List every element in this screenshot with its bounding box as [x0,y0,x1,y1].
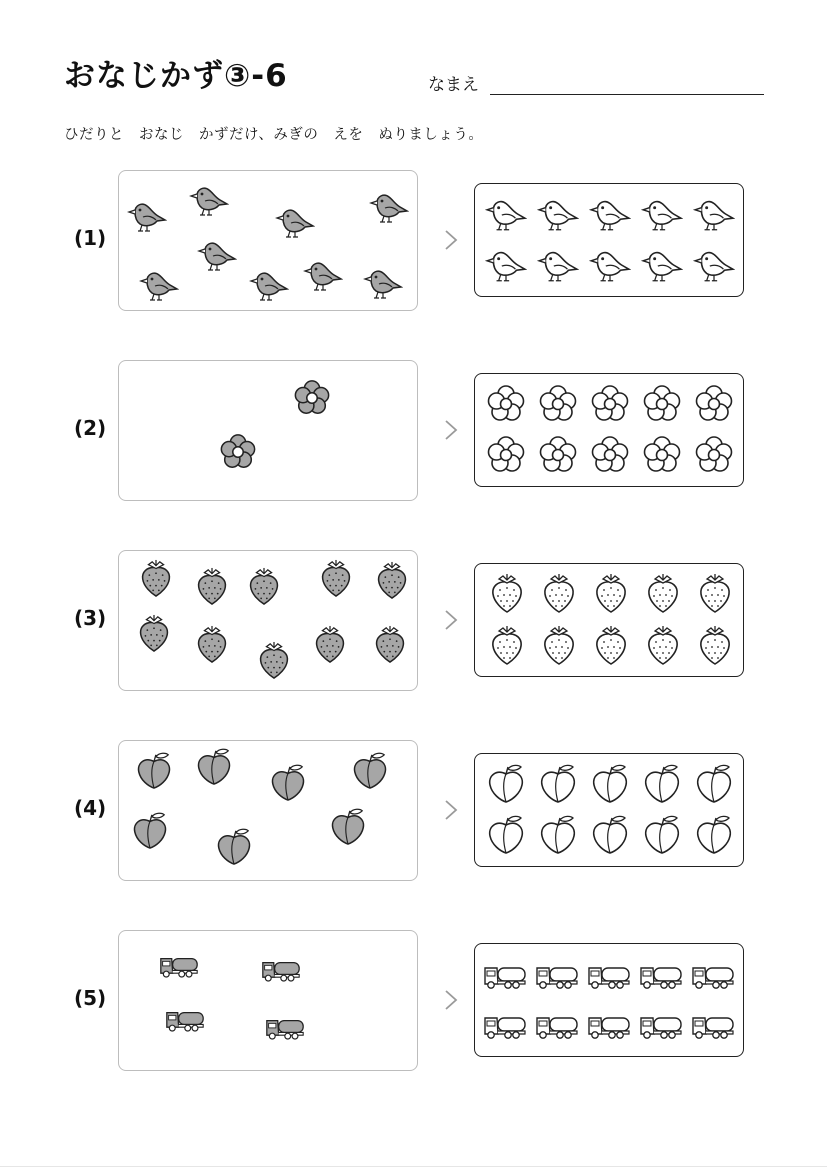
truck-icon [165,1005,205,1033]
chevron-right-icon [440,227,462,253]
strawberry-icon[interactable] [487,572,527,614]
strawberry-icon[interactable] [643,572,683,614]
exercise-row-4 [0,740,827,885]
flower-icon[interactable] [538,384,578,424]
strawberry-icon[interactable] [591,624,631,666]
strawberry-icon [137,559,175,597]
bird-icon[interactable] [537,244,579,286]
flower-icon [293,379,331,417]
strawberry-icon [311,625,349,663]
right-picture-box [474,563,744,677]
flower-icon[interactable] [642,384,682,424]
name-input-line[interactable] [490,94,764,95]
flower-icon[interactable] [590,384,630,424]
strawberry-icon[interactable] [539,572,579,614]
exercise-number: (3) [74,606,107,630]
truck-icon[interactable] [587,960,631,990]
strawberry-icon [193,625,231,663]
flower-icon[interactable] [486,384,526,424]
bird-icon [197,235,237,275]
right-picture-box [474,753,744,867]
peach-icon[interactable] [538,814,578,854]
peach-icon[interactable] [590,763,630,803]
strawberry-icon [245,567,283,605]
exercise-number: (4) [74,796,107,820]
strawberry-icon [373,561,411,599]
peach-icon[interactable] [694,763,734,803]
truck-icon [261,955,301,983]
right-picture-box [474,183,744,297]
chevron-right-icon [440,417,462,443]
exercise-row-3 [0,550,827,695]
chevron-right-icon [440,607,462,633]
bird-icon[interactable] [589,244,631,286]
flower-icon[interactable] [590,435,630,475]
name-label: なまえ [428,75,479,95]
bird-icon [139,265,179,305]
strawberry-icon [371,625,409,663]
flower-icon[interactable] [642,435,682,475]
strawberry-icon [135,614,173,652]
exercise-number: (5) [74,986,107,1010]
exercise-row-2 [0,360,827,505]
bird-icon[interactable] [589,193,631,235]
strawberry-icon[interactable] [695,572,735,614]
peach-icon[interactable] [590,814,630,854]
bird-icon [363,263,403,303]
peach-icon [131,811,169,849]
chevron-right-icon [440,797,462,823]
peach-icon [195,747,233,785]
truck-icon[interactable] [483,960,527,990]
peach-icon [269,763,307,801]
peach-icon[interactable] [642,814,682,854]
exercise-row-1 [0,170,827,315]
truck-icon[interactable] [587,1010,631,1040]
bird-icon[interactable] [693,244,735,286]
truck-icon [265,1013,305,1041]
strawberry-icon[interactable] [695,624,735,666]
chevron-right-icon [440,987,462,1013]
peach-icon [329,807,367,845]
peach-icon[interactable] [486,763,526,803]
exercise-number: (1) [74,226,107,250]
strawberry-icon [317,559,355,597]
strawberry-icon [193,567,231,605]
bird-icon [189,180,229,220]
bird-icon[interactable] [693,193,735,235]
exercise-number: (2) [74,416,107,440]
flower-icon[interactable] [694,384,734,424]
strawberry-icon[interactable] [487,624,527,666]
bird-icon[interactable] [537,193,579,235]
left-picture-box [118,930,418,1071]
page-title: おなじかず③-6 [64,58,288,94]
bird-icon[interactable] [485,244,527,286]
peach-icon[interactable] [538,763,578,803]
exercise-row-5 [0,930,827,1075]
flower-icon[interactable] [694,435,734,475]
peach-icon[interactable] [486,814,526,854]
bird-icon[interactable] [641,244,683,286]
page-bottom-divider [0,1166,827,1167]
right-picture-box [474,943,744,1057]
truck-icon[interactable] [535,960,579,990]
instruction-text: ひだりと おなじ かずだけ、みぎの えを ぬりましょう。 [64,127,484,143]
strawberry-icon [255,641,293,679]
flower-icon[interactable] [486,435,526,475]
bird-icon [249,265,289,305]
truck-icon [159,951,199,979]
left-picture-box [118,550,418,691]
peach-icon [351,751,389,789]
truck-icon[interactable] [483,1010,527,1040]
truck-icon[interactable] [535,1010,579,1040]
bird-icon [127,196,167,236]
peach-icon [135,751,173,789]
flower-icon[interactable] [538,435,578,475]
peach-icon[interactable] [642,763,682,803]
truck-icon[interactable] [691,1010,735,1040]
bird-icon [369,187,409,227]
peach-icon [215,827,253,865]
truck-icon[interactable] [639,960,683,990]
flower-icon [219,433,257,471]
truck-icon[interactable] [639,1010,683,1040]
strawberry-icon[interactable] [591,572,631,614]
bird-icon [275,202,315,242]
left-picture-box [118,170,418,311]
truck-icon[interactable] [691,960,735,990]
left-picture-box [118,740,418,881]
peach-icon[interactable] [694,814,734,854]
strawberry-icon[interactable] [643,624,683,666]
left-picture-box [118,360,418,501]
strawberry-icon[interactable] [539,624,579,666]
bird-icon[interactable] [485,193,527,235]
bird-icon [303,255,343,295]
right-picture-box [474,373,744,487]
bird-icon[interactable] [641,193,683,235]
